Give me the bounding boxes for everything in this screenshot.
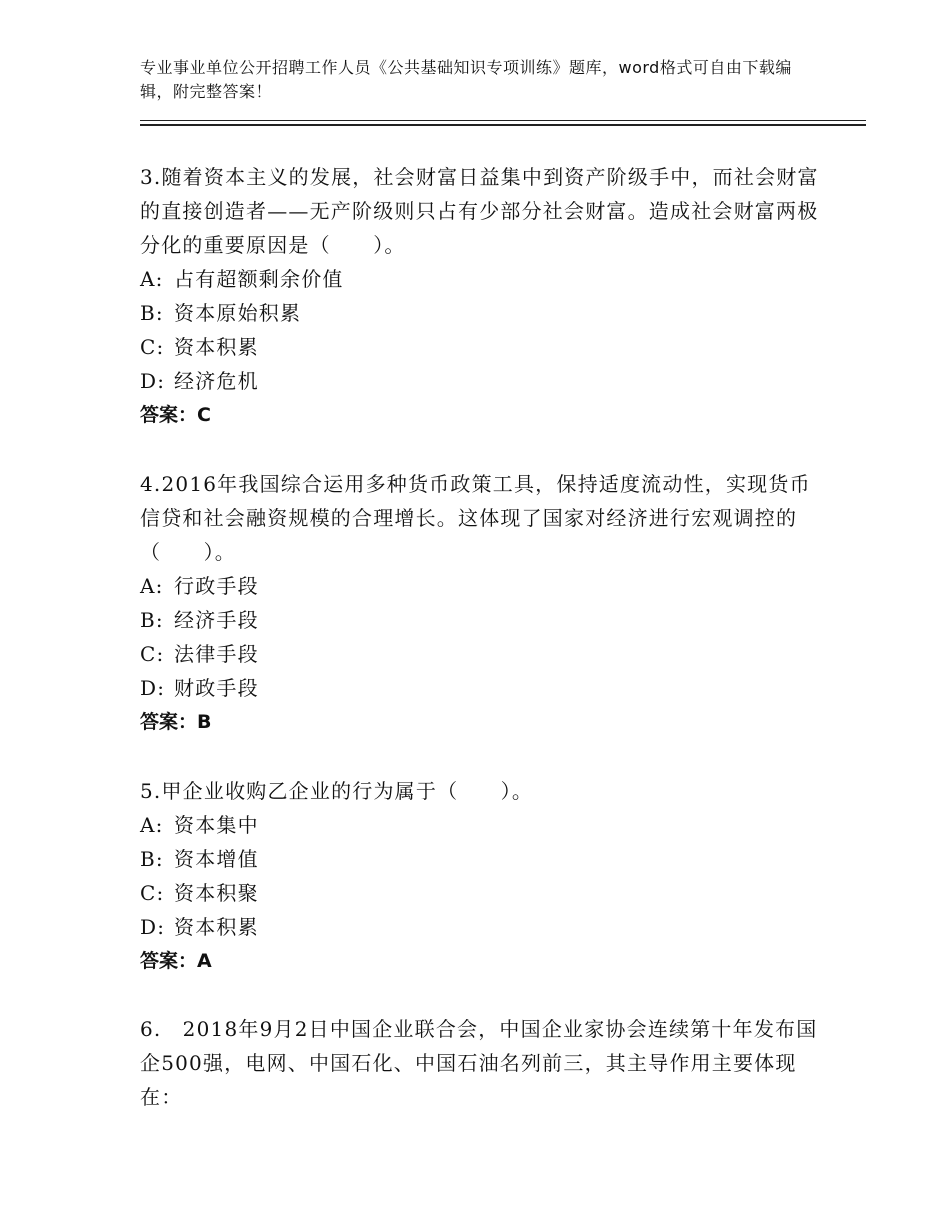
option-label: B: [140,847,164,871]
option-label: D: [140,915,166,939]
question-stem: 6. 2018年9月2日中国企业联合会，中国企业家协会连续第十年发布国企500强，电网、中国石化、中国石油名列前三，其主导作用主要体现在： [140,1017,818,1109]
option-text: 经济危机 [174,369,259,393]
option-text: 经济手段 [174,608,259,632]
question-stem: 5.甲企业收购乙企业的行为属于（ ）。 [140,779,534,803]
option-text: 财政手段 [174,676,259,700]
option-label: B: [140,301,164,325]
option-c [140,330,820,364]
option-a [140,569,820,603]
option-label: A: [140,813,164,837]
option-c [140,876,820,910]
header-divider-thick [140,124,866,126]
option-label: C: [140,881,165,905]
option-label: A: [140,267,164,291]
option-c [140,637,820,671]
option-text: 占有超额剩余价值 [174,267,344,291]
option-label: B: [140,608,164,632]
answer-line: 答案：C [140,404,211,426]
option-text: 资本原始积累 [174,301,302,325]
question-3 [140,160,820,432]
option-b [140,603,820,637]
option-text: 行政手段 [174,574,259,598]
option-a [140,808,820,842]
option-d [140,671,820,705]
option-text: 资本增值 [174,847,259,871]
question-4 [140,467,820,739]
question-stem: 3.随着资本主义的发展，社会财富日益集中到资产阶级手中，而社会财富的直接创造者——无产阶级则只占有少部分社会财富。造成社会财富两极分化的重要原因是（ ）。 [140,165,819,257]
option-text: 资本集中 [174,813,259,837]
question-5 [140,774,820,978]
option-b [140,296,820,330]
option-text: 法律手段 [174,642,259,666]
option-a [140,262,820,296]
option-d [140,910,820,944]
option-label: C: [140,642,165,666]
option-label: C: [140,335,165,359]
option-label: D: [140,676,166,700]
option-text: 资本积聚 [174,881,259,905]
question-6 [140,1012,820,1114]
option-text: 资本积累 [174,915,259,939]
option-text: 资本积累 [174,335,259,359]
question-stem: 4.2016年我国综合运用多种货币政策工具，保持适度流动性，实现货币信贷和社会融资规模的合理增长。这体现了国家对经济进行宏观调控的（ ）。 [140,472,811,564]
header-divider [140,120,866,121]
document-header: 专业事业单位公开招聘工作人员《公共基础知识专项训练》题库，word格式可自由下载编辑，附完整答案！ [140,58,792,101]
option-label: D: [140,369,166,393]
answer-line: 答案：A [140,950,212,972]
option-label: A: [140,574,164,598]
option-d [140,364,820,398]
option-b [140,842,820,876]
answer-line: 答案：B [140,711,212,733]
